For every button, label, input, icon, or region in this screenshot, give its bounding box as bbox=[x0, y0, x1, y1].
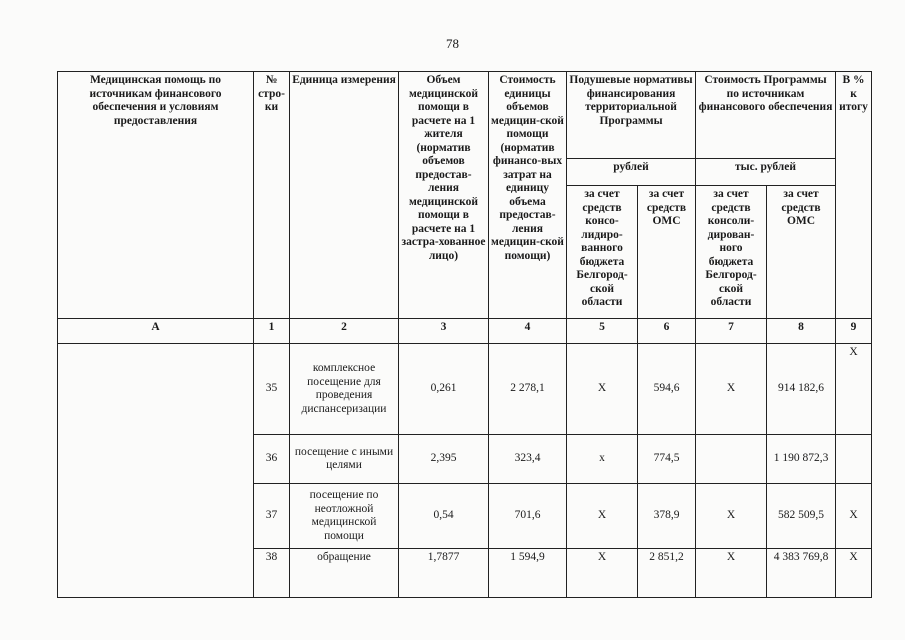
percent-cell: Х bbox=[836, 484, 872, 549]
header-col-9: В % к итогу bbox=[836, 72, 872, 319]
percent-cell: Х bbox=[836, 549, 872, 598]
header-program-cost-unit: тыс. рублей bbox=[696, 159, 836, 186]
header-program-cost-group: Стоимость Программы по источникам финансового обеспечения bbox=[696, 72, 836, 159]
per-capita-budget-cell: х bbox=[567, 435, 638, 484]
unit-cost-cell: 701,6 bbox=[489, 484, 567, 549]
per-capita-oms-cell: 378,9 bbox=[638, 484, 696, 549]
per-capita-oms-cell: 594,6 bbox=[638, 344, 696, 435]
header-per-capita-unit: рублей bbox=[567, 159, 696, 186]
cost-budget-cell: Х bbox=[696, 344, 767, 435]
index-cell: 3 bbox=[399, 319, 489, 344]
index-cell: 1 bbox=[254, 319, 290, 344]
per-capita-budget-cell: Х bbox=[567, 344, 638, 435]
page-number: 78 bbox=[446, 36, 459, 51]
header-col-3: Объем медицинской помощи в расчете на 1 жителя (норматив объемов предостав-ления медицинской помощи в расчете на 1 застра-хованное лицо) bbox=[399, 72, 489, 319]
index-cell: 2 bbox=[290, 319, 399, 344]
unit-cost-cell: 2 278,1 bbox=[489, 344, 567, 435]
volume-cell: 0,261 bbox=[399, 344, 489, 435]
category-cell bbox=[58, 344, 254, 598]
unit-cell: обращение bbox=[290, 549, 399, 598]
header-col-4: Стоимость единицы объемов медицин-ской помощи (норматив финансо-вых затрат на единицу объема предостав-ления медицин-ской помощи) bbox=[489, 72, 567, 319]
header-col-6: за счет средств ОМС bbox=[638, 186, 696, 319]
line-number: 35 bbox=[254, 344, 290, 435]
header-col-8: за счет средств ОМС bbox=[767, 186, 836, 319]
per-capita-oms-cell: 774,5 bbox=[638, 435, 696, 484]
header-col-1: № стро-ки bbox=[254, 72, 290, 319]
volume-cell: 0,54 bbox=[399, 484, 489, 549]
line-number: 36 bbox=[254, 435, 290, 484]
unit-cell: посещение по неотложной медицинской помощи bbox=[290, 484, 399, 549]
index-cell: 4 bbox=[489, 319, 567, 344]
header-col-a: Медицинская помощь по источникам финансового обеспечения и условиям предоставления bbox=[58, 72, 254, 319]
line-number: 38 bbox=[254, 549, 290, 598]
percent-cell: Х bbox=[836, 344, 872, 435]
unit-cell: посещение с иными целями bbox=[290, 435, 399, 484]
index-cell: А bbox=[58, 319, 254, 344]
column-index-row bbox=[58, 319, 872, 344]
cost-oms-cell: 914 182,6 bbox=[767, 344, 836, 435]
line-number: 37 bbox=[254, 484, 290, 549]
cost-oms-cell: 1 190 872,3 bbox=[767, 435, 836, 484]
header-col-5: за счет средств консо-лидиро-ванного бюджета Белгород-ской области bbox=[567, 186, 638, 319]
unit-cost-cell: 323,4 bbox=[489, 435, 567, 484]
cost-budget-cell: Х bbox=[696, 549, 767, 598]
index-cell: 5 bbox=[567, 319, 638, 344]
cost-budget-cell bbox=[696, 435, 767, 484]
per-capita-budget-cell: Х bbox=[567, 484, 638, 549]
unit-cost-cell: 1 594,9 bbox=[489, 549, 567, 598]
volume-cell: 2,395 bbox=[399, 435, 489, 484]
header-col-7: за счет средств консоли-дирован-ного бюджета Белгород-ской области bbox=[696, 186, 767, 319]
header-col-2: Единица измерения bbox=[290, 72, 399, 319]
per-capita-oms-cell: 2 851,2 bbox=[638, 549, 696, 598]
cost-oms-cell: 4 383 769,8 bbox=[767, 549, 836, 598]
index-cell: 8 bbox=[767, 319, 836, 344]
cost-budget-cell: Х bbox=[696, 484, 767, 549]
index-cell: 7 bbox=[696, 319, 767, 344]
cost-oms-cell: 582 509,5 bbox=[767, 484, 836, 549]
volume-cell: 1,7877 bbox=[399, 549, 489, 598]
unit-cell: комплексное посещение для проведения диспансеризации bbox=[290, 344, 399, 435]
index-cell: 9 bbox=[836, 319, 872, 344]
table-row bbox=[58, 344, 872, 435]
per-capita-budget-cell: Х bbox=[567, 549, 638, 598]
financing-table bbox=[57, 71, 872, 598]
header-per-capita-group: Подушевые нормативы финансирования территориальной Программы bbox=[567, 72, 696, 159]
index-cell: 6 bbox=[638, 319, 696, 344]
percent-cell bbox=[836, 435, 872, 484]
